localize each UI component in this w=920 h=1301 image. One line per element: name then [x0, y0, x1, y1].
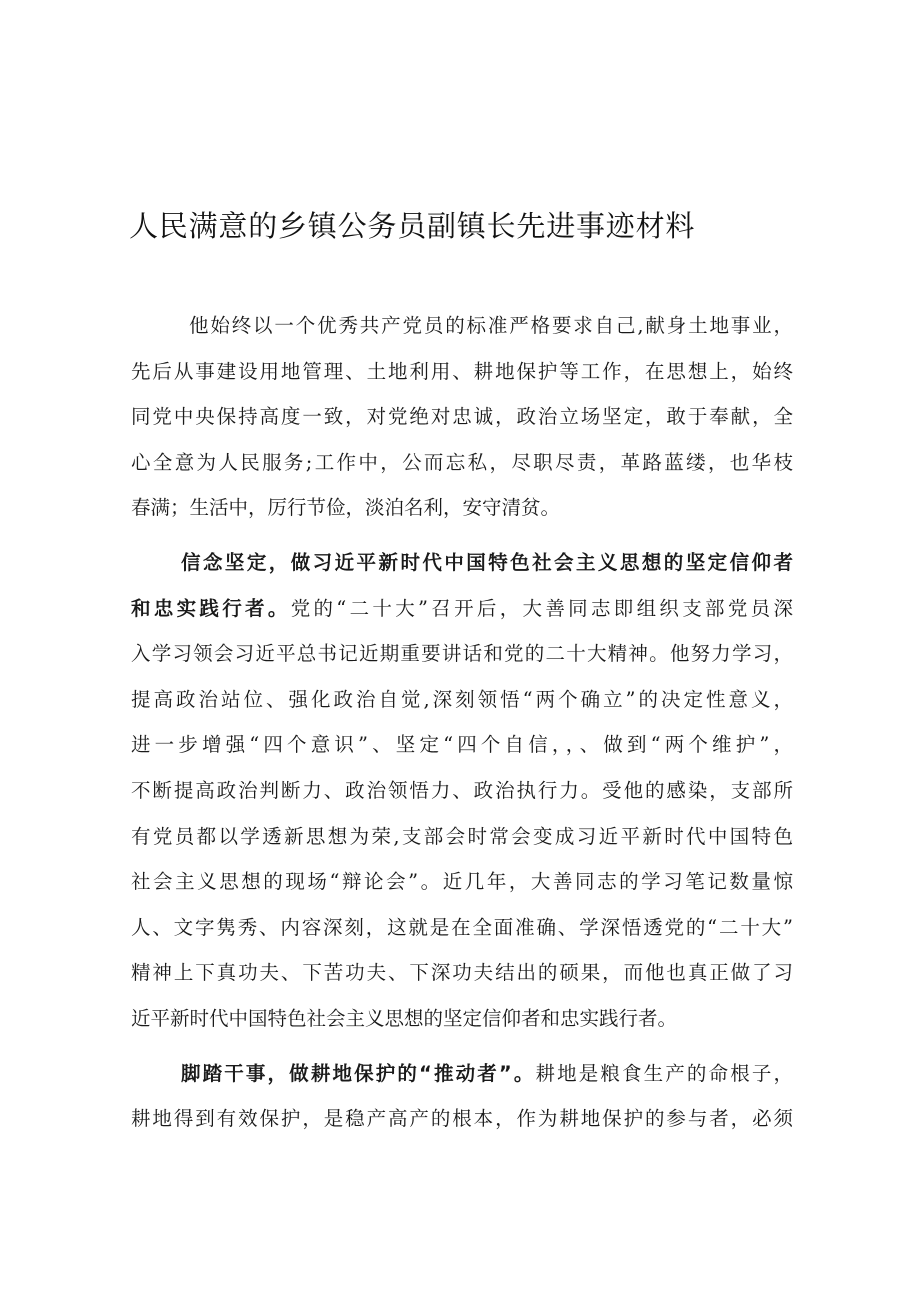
- paragraph-intro: [131, 303, 793, 531]
- text-line: [131, 1051, 793, 1097]
- text-line: 他始终以一个优秀共产党员的标准严格要求自己,献身土地事业，: [189, 314, 793, 337]
- text-line: 入学习领会习近平总书记近期重要讲话和党的二十大精神。他努力学习，: [131, 642, 793, 666]
- text-line: 春满；生活中，厉行节俭，淡泊名利，安守清贫。: [131, 496, 561, 520]
- document-body: [131, 303, 793, 1142]
- text-line: 耕地得到有效保护，是稳产高产的根本，作为耕地保护的参与者，必须: [131, 1107, 793, 1131]
- text-line: 心全意为人民服务;工作中，公而忘私，尽职尽责，革路蓝缕，也华枝: [131, 450, 793, 474]
- paragraph-heading: 和忠实践行者。: [131, 596, 291, 620]
- text-line: 社会主义思想的现场“辩论会”。近几年，大善同志的学习笔记数量惊: [131, 870, 793, 894]
- text-line: 进一步增强“四个意识”、坚定“四个自信，，、做到“两个维护”，: [131, 733, 793, 757]
- paragraph-gap: [131, 531, 793, 540]
- paragraph-heading: 信念坚定，做习近平新时代中国特色社会主义思想的坚定信仰者: [181, 550, 793, 574]
- paragraph-farmland: [131, 1051, 793, 1142]
- text-line: 精神上下真功夫、下苦功夫、下深功夫结出的硕果，而他也真正做了习: [131, 961, 793, 985]
- text-line: [131, 586, 793, 632]
- text-line: 先后从事建设用地管理、土地利用、耕地保护等工作，在思想上，始终: [131, 359, 793, 383]
- paragraph-faith: [131, 540, 793, 1042]
- paragraph-gap: [131, 1042, 793, 1051]
- text-run: 耕地是粮食生产的命根子，: [535, 1061, 793, 1085]
- text-run: 党的“二十大”召开后，大善同志即组织支部党员深: [290, 596, 793, 620]
- text-line: 不断提高政治判断力、政治领悟力、政治执行力。受他的感染，支部所: [131, 778, 793, 802]
- text-line: 人、文字隽秀、内容深刻，这就是在全面准确、学深悟透党的“二十大”: [131, 915, 793, 939]
- text-line: 近平新时代中国特色社会主义思想的坚定信仰者和忠实践行者。: [131, 1006, 678, 1030]
- text-line: 提高政治站位、强化政治自觉,深刻领悟“两个确立”的决定性意义，: [131, 687, 793, 711]
- paragraph-heading: 脚踏干事，做耕地保护的“推动者”。: [181, 1061, 536, 1085]
- text-line: 有党员都以学透新思想为荣,支部会时常会变成习近平新时代中国特色: [131, 824, 793, 848]
- text-line: 同党中央保持高度一致，对党绝对忠诚，政治立场坚定，敢于奉献，全: [131, 405, 793, 429]
- document-title: 人民满意的乡镇公务员副镇长先进事迹材料: [129, 209, 696, 243]
